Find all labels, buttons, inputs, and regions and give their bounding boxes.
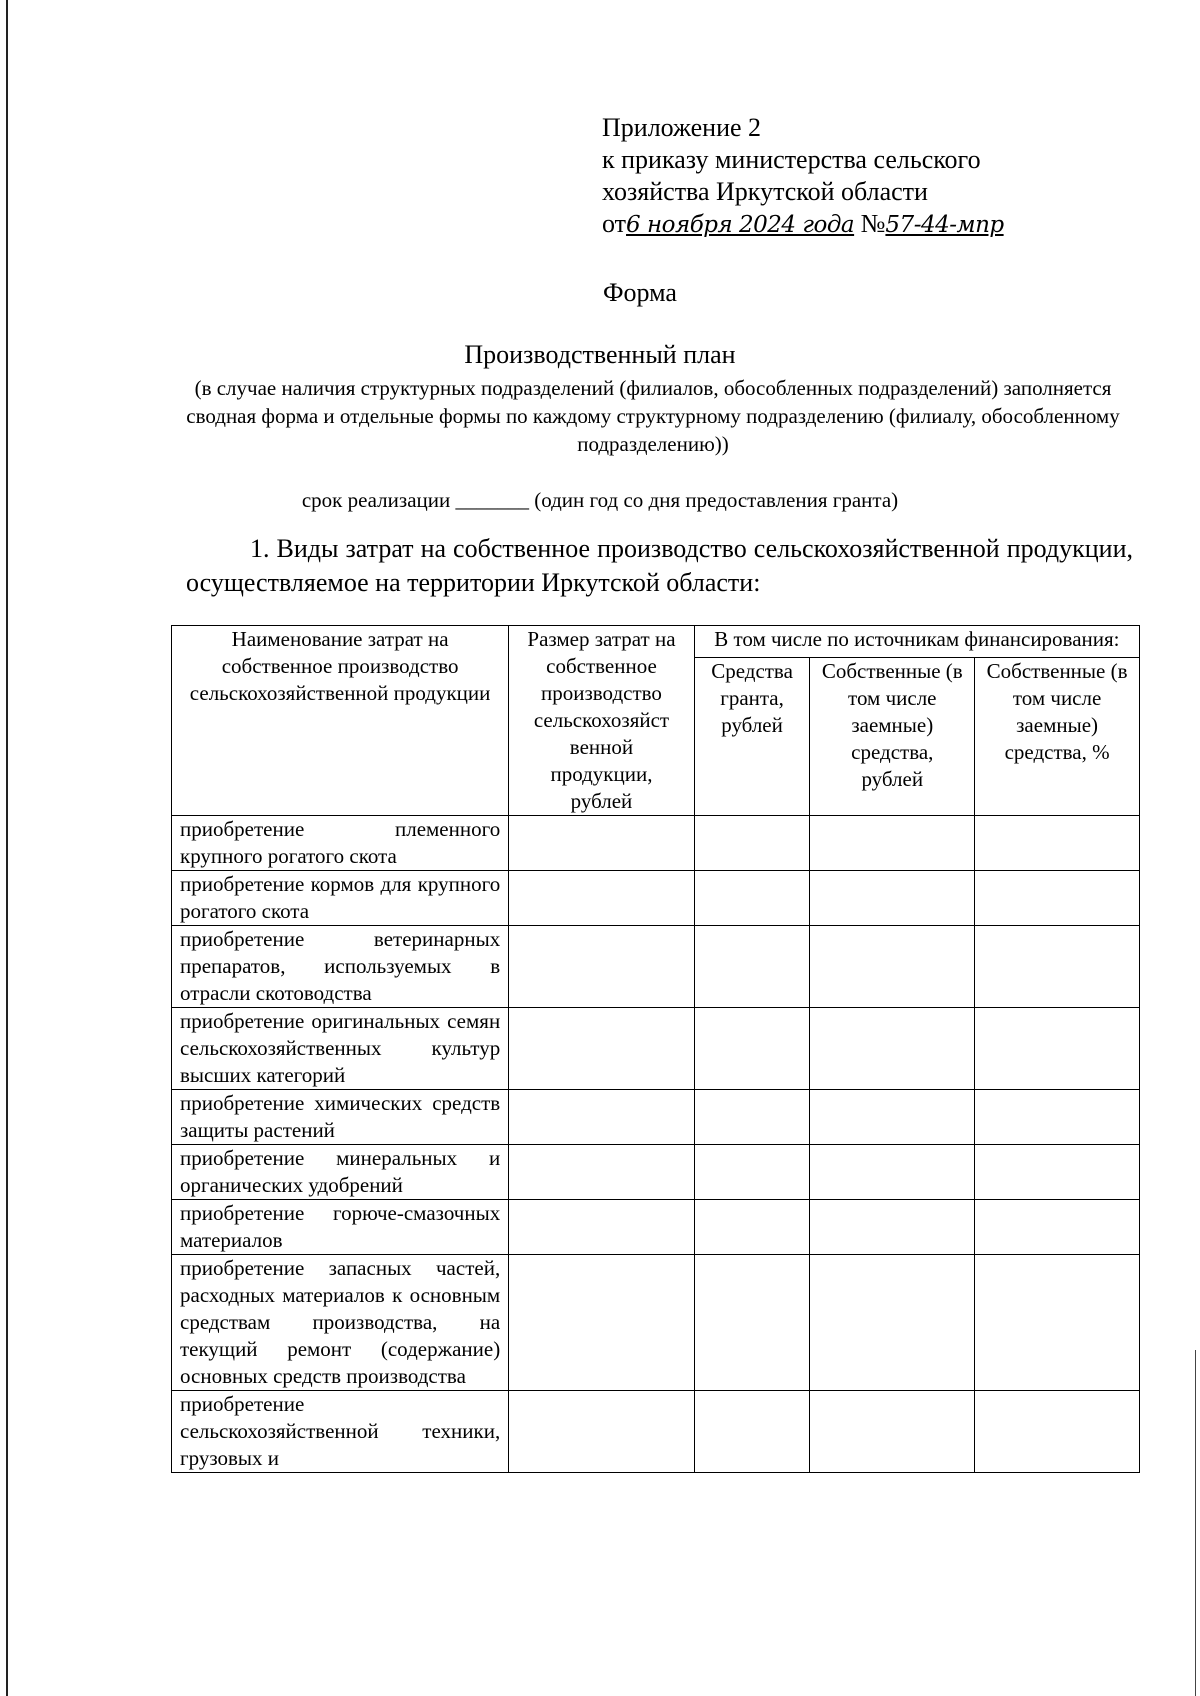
cell-size[interactable]	[509, 1200, 695, 1255]
header-own-funds-rub: Собственные (в том числе заемные) средства, рублей	[810, 658, 975, 816]
cell-grant[interactable]	[694, 1090, 810, 1145]
appendix-header	[602, 112, 1004, 241]
cell-grant[interactable]	[694, 1200, 810, 1255]
cell-size[interactable]	[509, 871, 695, 926]
table-row	[172, 926, 1140, 1008]
row-expense-name: приобретение горюче-смазочных материалов	[172, 1200, 509, 1255]
table-header-row	[172, 626, 1140, 658]
document-title: Производственный план	[464, 340, 736, 369]
table-row	[172, 1200, 1140, 1255]
table-row	[172, 1391, 1140, 1473]
cell-own-pct[interactable]	[975, 1145, 1140, 1200]
row-expense-name: приобретение ветеринарных препаратов, используемых в отрасли скотоводства	[172, 926, 509, 1008]
term-line: срок реализации _______ (один год со дня предоставления гранта)	[301, 488, 899, 512]
cell-own-rub[interactable]	[810, 1008, 975, 1090]
cell-own-pct[interactable]	[975, 1090, 1140, 1145]
cell-own-rub[interactable]	[810, 816, 975, 871]
cell-own-rub[interactable]	[810, 926, 975, 1008]
production-plan-table	[171, 625, 1140, 1473]
row-expense-name: приобретение племенного крупного рогатого скота	[172, 816, 509, 871]
cell-size[interactable]	[509, 1145, 695, 1200]
cell-size[interactable]	[509, 1008, 695, 1090]
appendix-line-2: к приказу министерства сельского	[602, 145, 981, 174]
cell-own-pct[interactable]	[975, 926, 1140, 1008]
cell-own-rub[interactable]	[810, 871, 975, 926]
cell-grant[interactable]	[694, 926, 810, 1008]
table-row	[172, 1255, 1140, 1391]
cell-own-pct[interactable]	[975, 1008, 1140, 1090]
table-row	[172, 871, 1140, 926]
table-row	[172, 1145, 1140, 1200]
cell-size[interactable]	[509, 1391, 695, 1473]
row-expense-name: приобретение минеральных и органических удобрений	[172, 1145, 509, 1200]
cell-own-pct[interactable]	[975, 1255, 1140, 1391]
cell-own-rub[interactable]	[810, 1090, 975, 1145]
number-prefix: №	[860, 209, 886, 238]
cell-grant[interactable]	[694, 1145, 810, 1200]
section-1-heading: 1. Виды затрат на собственное производство сельскохозяйственной продукции, осуществляемое на территории Иркутской области:	[186, 534, 1133, 597]
cell-own-pct[interactable]	[975, 871, 1140, 926]
header-expense-size: Размер затрат на собственное производство сельскохозяйст венной продукции, рублей	[509, 626, 695, 816]
cell-own-pct[interactable]	[975, 1200, 1140, 1255]
cell-own-pct[interactable]	[975, 1391, 1140, 1473]
cell-size[interactable]	[509, 926, 695, 1008]
handwritten-number: 57-44-мпр	[885, 212, 1004, 238]
page-left-border	[6, 0, 8, 1696]
handwritten-date: 6 ноября 2024 года	[626, 212, 855, 238]
cell-own-rub[interactable]	[810, 1391, 975, 1473]
table-row	[172, 1090, 1140, 1145]
date-prefix: от	[602, 209, 627, 238]
cell-grant[interactable]	[694, 1391, 810, 1473]
cell-size[interactable]	[509, 1255, 695, 1391]
cell-size[interactable]	[509, 816, 695, 871]
appendix-date-line	[602, 208, 1004, 241]
cell-grant[interactable]	[694, 871, 810, 926]
appendix-line-3: хозяйства Иркутской области	[602, 177, 928, 206]
page-right-border	[1195, 1350, 1196, 1696]
cell-size[interactable]	[509, 1090, 695, 1145]
appendix-line-1: Приложение 2	[602, 113, 762, 142]
row-expense-name: приобретение кормов для крупного рогатого скота	[172, 871, 509, 926]
header-expense-name: Наименование затрат на собственное производство сельскохозяйственной продукции	[172, 626, 509, 816]
header-funding-sources: В том числе по источникам финансирования:	[694, 626, 1139, 658]
cell-grant[interactable]	[694, 1008, 810, 1090]
row-expense-name: приобретение сельскохозяйственной техники, грузовых и	[172, 1391, 509, 1473]
row-expense-name: приобретение запасных частей, расходных материалов к основным средствам производства, на текущий ремонт (содержание) основных средств производства	[172, 1255, 509, 1391]
form-label: Форма	[603, 278, 677, 307]
document-subtitle: (в случае наличия структурных подразделений (филиалов, обособленных подразделений) заполняется сводная форма и отдельные формы по каждому структурному подразделению (филиалу, обособленному подразделению))	[186, 376, 1120, 456]
row-expense-name: приобретение химических средств защиты растений	[172, 1090, 509, 1145]
cell-grant[interactable]	[694, 816, 810, 871]
table-row	[172, 816, 1140, 871]
header-own-funds-pct: Собственные (в том числе заемные) средства, %	[975, 658, 1140, 816]
table-row	[172, 1008, 1140, 1090]
row-expense-name: приобретение оригинальных семян сельскохозяйственных культур высших категорий	[172, 1008, 509, 1090]
cell-own-rub[interactable]	[810, 1145, 975, 1200]
cell-grant[interactable]	[694, 1255, 810, 1391]
cell-own-rub[interactable]	[810, 1255, 975, 1391]
header-grant-funds: Средства гранта, рублей	[694, 658, 810, 816]
cell-own-pct[interactable]	[975, 816, 1140, 871]
cell-own-rub[interactable]	[810, 1200, 975, 1255]
